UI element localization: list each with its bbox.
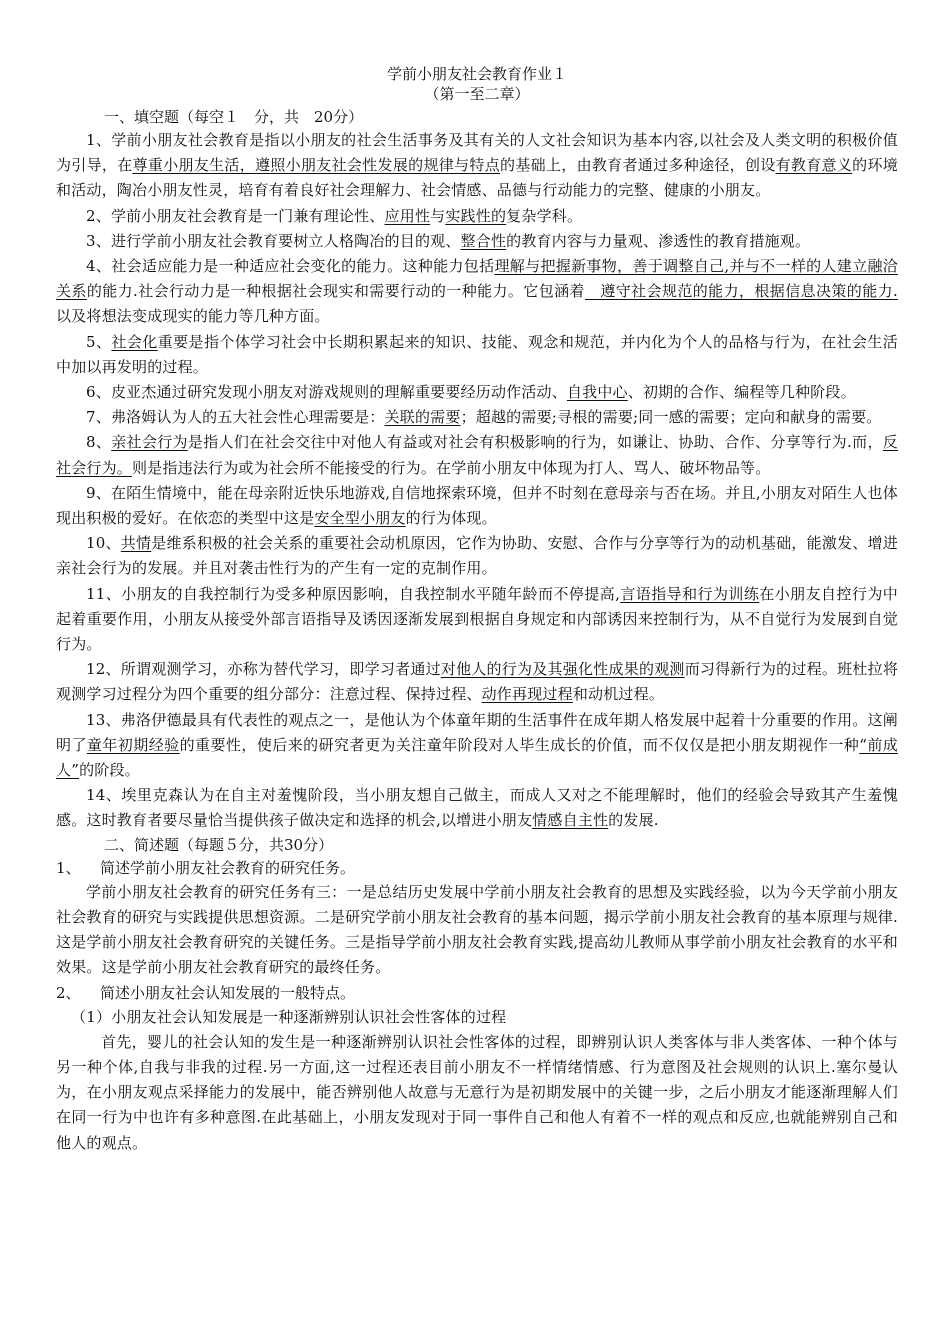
short-answer-1: 学前小朋友社会教育的研究任务有三：一是总结历史发展中学前小朋友社会教育的思想及实践经验，以为今天学前小朋友社会教育的研究与实践提供思想资源。二是研究学前小朋友社会教育的基本问题，揭示学前小朋友社会教育的基本原理与规律.这是学前小朋友社会教育研究的关键任务。三是指导学前小朋友社会教育实践,提高幼儿教师从事学前小朋友社会教育的水平和效果。这是学前小朋友社会教育研究的最终任务。	[56, 882, 898, 977]
question-2: 2、学前小朋友社会教育是一门兼有理论性、应用性与实践性的复杂学科。	[86, 206, 583, 225]
short-question-1: 1、 简述学前小朋友社会教育的研究任务。	[56, 856, 898, 880]
short-question-2: 2、 简述小朋友社会认知发展的一般特点。	[56, 981, 898, 1005]
question-number: 2、	[56, 983, 81, 1002]
page-subtitle: （第一至二章）	[424, 85, 530, 103]
answer-blank: 应用性	[384, 206, 431, 225]
short-answer-2-point-1: （1）小朋友社会认知发展是一种逐渐辨别认识社会性客体的过程	[71, 1007, 507, 1026]
answer-blank: 关联的需要	[384, 408, 461, 427]
answer-blank: 整合性	[460, 231, 507, 250]
answer-blank: 自我中心	[566, 383, 628, 402]
answer-blank: 对他人的行为及其强化性成果的观测	[440, 660, 685, 679]
answer-blank: 言语指导和行为训练	[620, 584, 760, 603]
answer-blank: 亲社会行为	[111, 433, 188, 452]
answer-blank: 理解与把握新事物，善于调整自己,并与不一样的人建立融洽关系	[56, 257, 898, 301]
question-14: 14、埃里克森认为在自主对羞愧阶段，当小朋友想自己做主，而成人又对之不能理解时，他们的经验会导致其产生羞愧感。这时教育者要尽量恰当提供孩子做决定和选择的机会,以增进小朋友情感自主性的发展.	[56, 786, 898, 830]
question-11: 11、小朋友的自我控制行为受多种原因影响，自我控制水平随年龄而不停提高,言语指导和行为训练在小朋友自控行为中起着重要作用，小朋友从接受外部言语指导及诱因逐渐发展到根据自身规定和内部诱因来控制行为，从不自觉行为发展到自觉行为。	[56, 584, 898, 654]
answer-blank: 共情	[120, 534, 152, 553]
question-7: 7、弗洛姆认为人的五大社会性心理需要是：关联的需要；超越的需要;寻根的需要;同一感的需要；定向和献身的需要。	[86, 408, 882, 427]
short-answer-2: 首先，婴儿的社会认知的发生是一种逐渐辨别认识社会性客体的过程，即辨别认识人类客体与非人类客体、一种个体与另一种个体,自我与非我的过程.另一方面,这一过程还表目前小朋友不一样情绪情感、行为意图及社会规则的认识上.塞尔曼认为，在小朋友观点采择能力的发展中，能否辨别他人故意与无意行为是初期发展中的关键一步，之后小朋友才能逐渐理解人们在同一行为中也许有多种意图.在此基础上，小朋友发现对于同一事件自己和他人有着不一样的观点和反应,也就能辨别自己和他人的观点。	[56, 1032, 898, 1152]
question-8: 8、亲社会行为是指人们在社会交往中对他人有益或对社会有积极影响的行为，如谦让、协助、合作、分享等行为.而，反社会行为。则是指违法行为或为社会所不能接受的行为。在学前小朋友中体现为打人、骂人、破坏物品等。	[56, 433, 898, 477]
question-4: 4、社会适应能力是一种适应社会变化的能力。这种能力包括理解与把握新事物，善于调整自己,并与不一样的人建立融洽关系的能力.社会行动力是一种根据社会现实和需要行动的一种能力。它包涵着 遵守社会规范的能力，根据信息决策的能力.以及将想法变成现实的能力等几种方面。	[56, 257, 898, 326]
question-3: 3、进行学前小朋友社会教育要树立人格陶冶的目的观、整合性的教育内容与力量观、渗透性的教育措施观。	[86, 231, 811, 250]
question-13: 13、弗洛伊德最具有代表性的观点之一，是他认为个体童年期的生活事件在成年期人格发展中起着十分重要的作用。这阐明了童年初期经验的重要性，使后来的研究者更为关注童年阶段对人毕生成长的价值，而不仅仅是把小朋友期视作一种“前成人”的阶段。	[56, 710, 898, 780]
answer-blank: 童年初期经验	[86, 735, 180, 754]
question-6: 6、皮亚杰通过研究发现小朋友对游戏规则的理解重要要经历动作活动、自我中心、初期的合作、编程等几种阶段。	[86, 383, 856, 402]
answer-blank: 反社会行为。	[56, 433, 898, 477]
answer-blank: 社会化	[111, 332, 158, 351]
answer-blank: 遵守社会规范的能力，根据信息决策的能力.	[584, 282, 898, 301]
document-page	[56, 64, 898, 1156]
page-title: 学前小朋友社会教育作业１	[386, 65, 567, 83]
question-10: 10、共情是维系积极的社会关系的重要社会动机原因，它作为协助、安慰、合作与分享等行为的动机基础，能激发、增进亲社会行为的发展。并且对袭击性行为的产生有一定的克制作用。	[56, 534, 899, 578]
answer-blank: 有教育意义	[775, 156, 853, 175]
section-fill-in-title: 一、填空题（每空１ 分，共 20分）	[104, 108, 364, 126]
answer-blank: 安全型小朋友	[314, 509, 406, 528]
answer-blank: 情感自主性	[532, 811, 609, 830]
section-short-answer-title: 二、简述题（每题５分，共30分）	[104, 835, 334, 854]
question-9: 9、在陌生情境中，能在母亲附近快乐地游戏,自信地探索环境，但并不时刻在意母亲与否在场。并且,小朋友对陌生人也体现出积极的爱好。在依恋的类型中这是安全型小朋友的行为体现。	[56, 483, 898, 528]
answer-blank: 动作再现过程	[481, 685, 573, 704]
answer-blank: “前成人”	[56, 735, 898, 780]
question-number: 1、	[56, 858, 81, 877]
question-5: 5、社会化重要是指个体学习社会中长期积累起来的知识、技能、观念和规范，并内化为个人的品格与行为，在社会生活中加以再发明的过程。	[56, 332, 898, 376]
answer-blank: 实践性的	[445, 206, 507, 225]
question-1: 1、学前小朋友社会教育是指以小朋友的社会生活事务及其有关的人文社会知识为基本内容,以社会及人类文明的积极价值为引导，在尊重小朋友生活，遵照小朋友社会性发展的规律与特点的基础上，由教育者通过多种途径，创设有教育意义的环境和活动，陶冶小朋友性灵，培育有着良好社会理解力、社会情感、品德与行动能力的完整、健康的小朋友。	[56, 131, 898, 200]
question-12: 12、所谓观测学习，亦称为替代学习，即学习者通过对他人的行为及其强化性成果的观测而习得新行为的过程。班杜拉将观测学习过程分为四个重要的组分部分：注意过程、保持过程、动作再现过程和动机过程。	[56, 660, 899, 704]
answer-blank: 尊重小朋友生活，遵照小朋友社会性发展的规律与特点	[132, 156, 501, 175]
